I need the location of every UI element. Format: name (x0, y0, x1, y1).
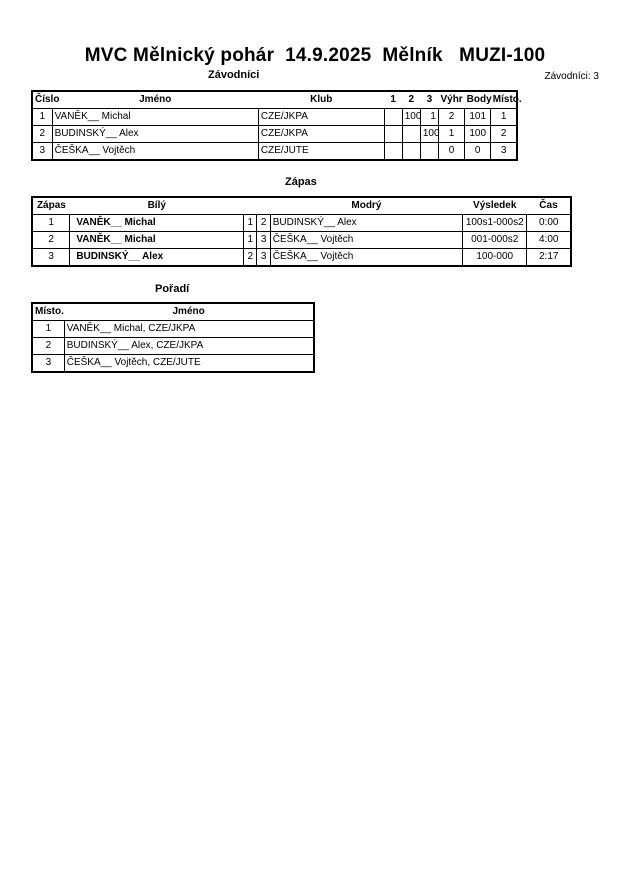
cell-result: 100s1-000s2 (463, 215, 527, 232)
cell-place: 1 (32, 321, 64, 338)
cell-blue-id: 3 (257, 249, 270, 267)
cell-blue: ČEŠKA__ Vojtěch (270, 232, 462, 249)
cell-place: 2 (491, 126, 517, 143)
cell-blue: BUDINSKÝ__ Alex (270, 215, 462, 232)
col-blue: Modrý (270, 197, 462, 215)
cell-white: VANĚK__ Michal (70, 215, 244, 232)
col-time: Čas (527, 197, 571, 215)
cell-place: 3 (491, 143, 517, 161)
table-row (32, 143, 517, 161)
table-row (32, 232, 571, 249)
cell-match-number: 1 (32, 215, 70, 232)
cell-round-1 (384, 126, 402, 143)
cell-white-id: 1 (244, 215, 257, 232)
ranking-header-row (32, 303, 314, 321)
col-round-3: 3 (420, 91, 438, 109)
cell-number: 1 (32, 109, 52, 126)
col-name: Jméno (64, 303, 314, 321)
table-row (32, 355, 314, 373)
cell-round-3: 100 (420, 126, 438, 143)
cell-name: ČEŠKA__ Vojtěch (52, 143, 258, 161)
col-result: Výsledek (463, 197, 527, 215)
col-points: Body (465, 91, 491, 109)
cell-match-number: 3 (32, 249, 70, 267)
cell-number: 2 (32, 126, 52, 143)
cell-white: VANĚK__ Michal (70, 232, 244, 249)
table-row (32, 109, 517, 126)
cell-wins: 0 (438, 143, 464, 161)
cell-time: 0:00 (527, 215, 571, 232)
cell-round-3: 1 (420, 109, 438, 126)
col-round-2: 2 (402, 91, 420, 109)
matches-header-row (32, 197, 571, 215)
cell-name: ČEŠKA__ Vojtěch, CZE/JUTE (64, 355, 314, 373)
cell-round-2 (402, 126, 420, 143)
competitors-heading: Závodníci (208, 69, 260, 81)
cell-round-1 (384, 109, 402, 126)
col-round-1: 1 (384, 91, 402, 109)
cell-place: 2 (32, 338, 64, 355)
competitors-header-row (32, 91, 517, 109)
cell-white: BUDINSKÝ__ Alex (70, 249, 244, 267)
cell-blue: ČEŠKA__ Vojtěch (270, 249, 462, 267)
matches-heading: Zápas (285, 176, 317, 188)
cell-result: 001-000s2 (463, 232, 527, 249)
matches-table (31, 196, 572, 267)
table-row (32, 338, 314, 355)
cell-round-2: 100 (402, 109, 420, 126)
cell-name: VANĚK__ Michal, CZE/JKPA (64, 321, 314, 338)
cell-match-number: 2 (32, 232, 70, 249)
col-place: Místo. (32, 303, 64, 321)
cell-points: 0 (465, 143, 491, 161)
table-row (32, 249, 571, 267)
cell-club: CZE/JKPA (258, 109, 384, 126)
table-row (32, 126, 517, 143)
cell-number: 3 (32, 143, 52, 161)
competitors-table (31, 90, 522, 161)
table-row (32, 321, 314, 338)
cell-round-3 (420, 143, 438, 161)
cell-time: 2:17 (527, 249, 571, 267)
cell-name: BUDINSKÝ__ Alex (52, 126, 258, 143)
col-match: Zápas (32, 197, 70, 215)
cell-round-1 (384, 143, 402, 161)
col-name: Jméno (52, 91, 258, 109)
col-wins: Výhr (438, 91, 464, 109)
col-number: Číslo (32, 91, 52, 109)
cell-club: CZE/JKPA (258, 126, 384, 143)
col-white: Bílý (70, 197, 244, 215)
cell-result: 100-000 (463, 249, 527, 267)
cell-time: 4:00 (527, 232, 571, 249)
cell-club: CZE/JUTE (258, 143, 384, 161)
page-title: MVC Mělnický pohár 14.9.2025 Mělník MUZI-100 (84, 45, 546, 66)
table-row (32, 215, 571, 232)
cell-white-id: 1 (244, 232, 257, 249)
competitors-count: Závodníci: 3 (544, 71, 599, 82)
ranking-heading: Pořadí (155, 283, 190, 295)
cell-blue-id: 3 (257, 232, 270, 249)
cell-round-2 (402, 143, 420, 161)
cell-name: BUDINSKÝ__ Alex, CZE/JKPA (64, 338, 314, 355)
cell-place: 1 (491, 109, 517, 126)
cell-blue-id: 2 (257, 215, 270, 232)
cell-wins: 2 (438, 109, 464, 126)
col-club: Klub (258, 91, 384, 109)
cell-points: 100 (465, 126, 491, 143)
col-place: Místo. (491, 91, 517, 109)
cell-wins: 1 (438, 126, 464, 143)
cell-points: 101 (465, 109, 491, 126)
cell-white-id: 2 (244, 249, 257, 267)
cell-name: VANĚK__ Michal (52, 109, 258, 126)
cell-place: 3 (32, 355, 64, 373)
ranking-table (31, 302, 315, 373)
